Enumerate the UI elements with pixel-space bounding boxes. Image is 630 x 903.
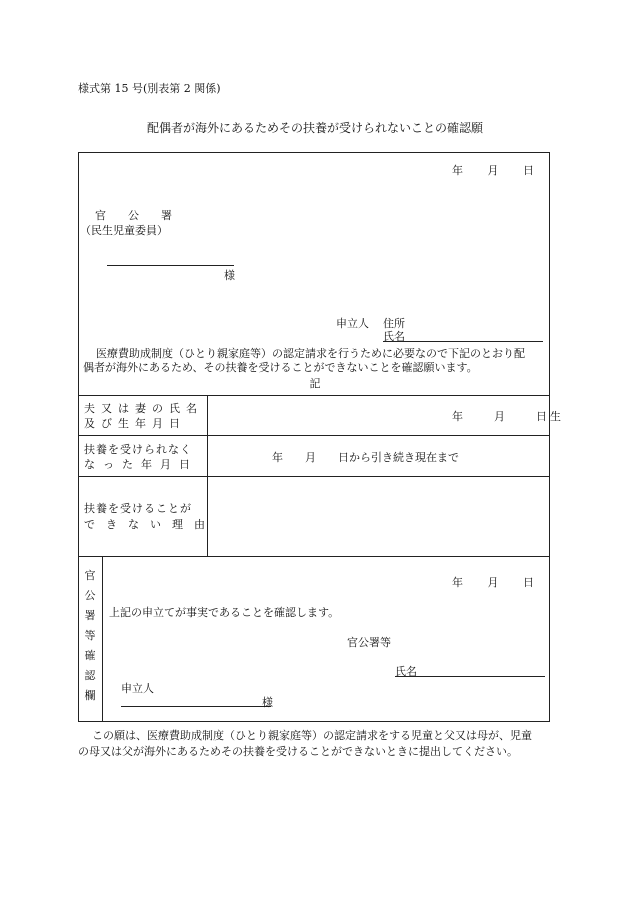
addressee-underline bbox=[107, 265, 234, 266]
side-char-3: 署 bbox=[84, 609, 96, 622]
confirm-name-underline bbox=[395, 676, 545, 677]
confirm-date-day: 日 bbox=[523, 576, 534, 589]
applicant-label: 申立人 bbox=[336, 317, 369, 330]
side-char-1: 官 bbox=[84, 569, 96, 582]
frame-left bbox=[78, 152, 79, 722]
confirm-office-label: 官公署等 bbox=[347, 636, 391, 649]
divider-4 bbox=[78, 556, 550, 557]
office-label: 官 公 署 bbox=[95, 209, 172, 222]
spouse-label-line-1 bbox=[84, 400, 202, 416]
confirm-name-label: 氏名 bbox=[395, 665, 417, 678]
reason-label-line-2: できない理由 bbox=[84, 518, 216, 531]
confirm-applicant-label: 申立人 bbox=[121, 682, 154, 695]
since-value: 年 月 日から引き続き現在まで bbox=[272, 451, 459, 464]
reason-label-line-1: 扶養を受けることが bbox=[84, 502, 192, 515]
ki-label: 記 bbox=[309, 377, 321, 390]
side-char-5: 確 bbox=[84, 649, 96, 662]
confirm-applicant-underline bbox=[121, 706, 271, 707]
name-underline bbox=[383, 341, 543, 342]
confirm-applicant-suffix: 様 bbox=[262, 696, 273, 709]
date-month: 月 bbox=[487, 164, 499, 177]
form-number: 様式第 15 号(別表第 2 関係) bbox=[78, 82, 221, 95]
confirm-column-divider bbox=[102, 556, 103, 722]
note-line-1: この願は、医療費助成制度（ひとり親家庭等）の認定請求をする児童と父又は母が、児童 bbox=[92, 729, 532, 742]
divider-3 bbox=[78, 476, 550, 477]
frame-top bbox=[78, 152, 550, 153]
office-sub-label: （民生児童委員） bbox=[80, 224, 168, 237]
confirm-date-month: 月 bbox=[487, 576, 499, 589]
confirm-date bbox=[452, 574, 534, 590]
spouse-label-line-2: 及び生年月日 bbox=[84, 417, 186, 430]
request-text-line-1: 医療費助成制度（ひとり親家庭等）の認定請求を行うために必要なので下記のとおり配 bbox=[96, 347, 525, 360]
frame-bottom bbox=[78, 721, 550, 722]
since-label-line-2: なった年月日 bbox=[84, 458, 198, 471]
since-label-line-1: 扶養を受けられなく bbox=[84, 443, 192, 456]
confirm-statement: 上記の申立てが事実であることを確認します。 bbox=[109, 606, 340, 619]
date-day: 日 bbox=[523, 164, 534, 177]
confirm-date-year: 年 bbox=[452, 576, 463, 589]
date-year: 年 bbox=[452, 164, 463, 177]
form-title: 配偶者が海外にあるためその扶養が受けられないことの確認願 bbox=[146, 121, 483, 135]
spouse-birthdate-value: 年 月 日生 bbox=[452, 410, 564, 423]
divider-2 bbox=[78, 435, 550, 436]
addressee-suffix: 様 bbox=[224, 269, 235, 282]
note-line-2: の母又は父が海外にあるためその扶養を受けることができないときに提出してください。 bbox=[78, 745, 518, 758]
frame-right bbox=[549, 152, 550, 722]
side-char-6: 認 bbox=[84, 669, 96, 682]
label-column-divider bbox=[207, 395, 208, 557]
side-char-4: 等 bbox=[84, 629, 96, 642]
spouse-label-1: 夫又は妻の氏名 bbox=[84, 402, 203, 415]
request-text-line-2: 偶者が海外にあるため、その扶養を受けることができないことを確認願います。 bbox=[83, 361, 478, 374]
side-char-7: 欄 bbox=[84, 689, 96, 702]
confirm-side-label bbox=[82, 566, 98, 706]
name-label: 氏名 bbox=[383, 330, 405, 343]
divider-1 bbox=[78, 395, 550, 396]
header-date bbox=[452, 162, 534, 178]
address-label: 住所 bbox=[383, 317, 405, 330]
side-char-2: 公 bbox=[84, 589, 96, 602]
